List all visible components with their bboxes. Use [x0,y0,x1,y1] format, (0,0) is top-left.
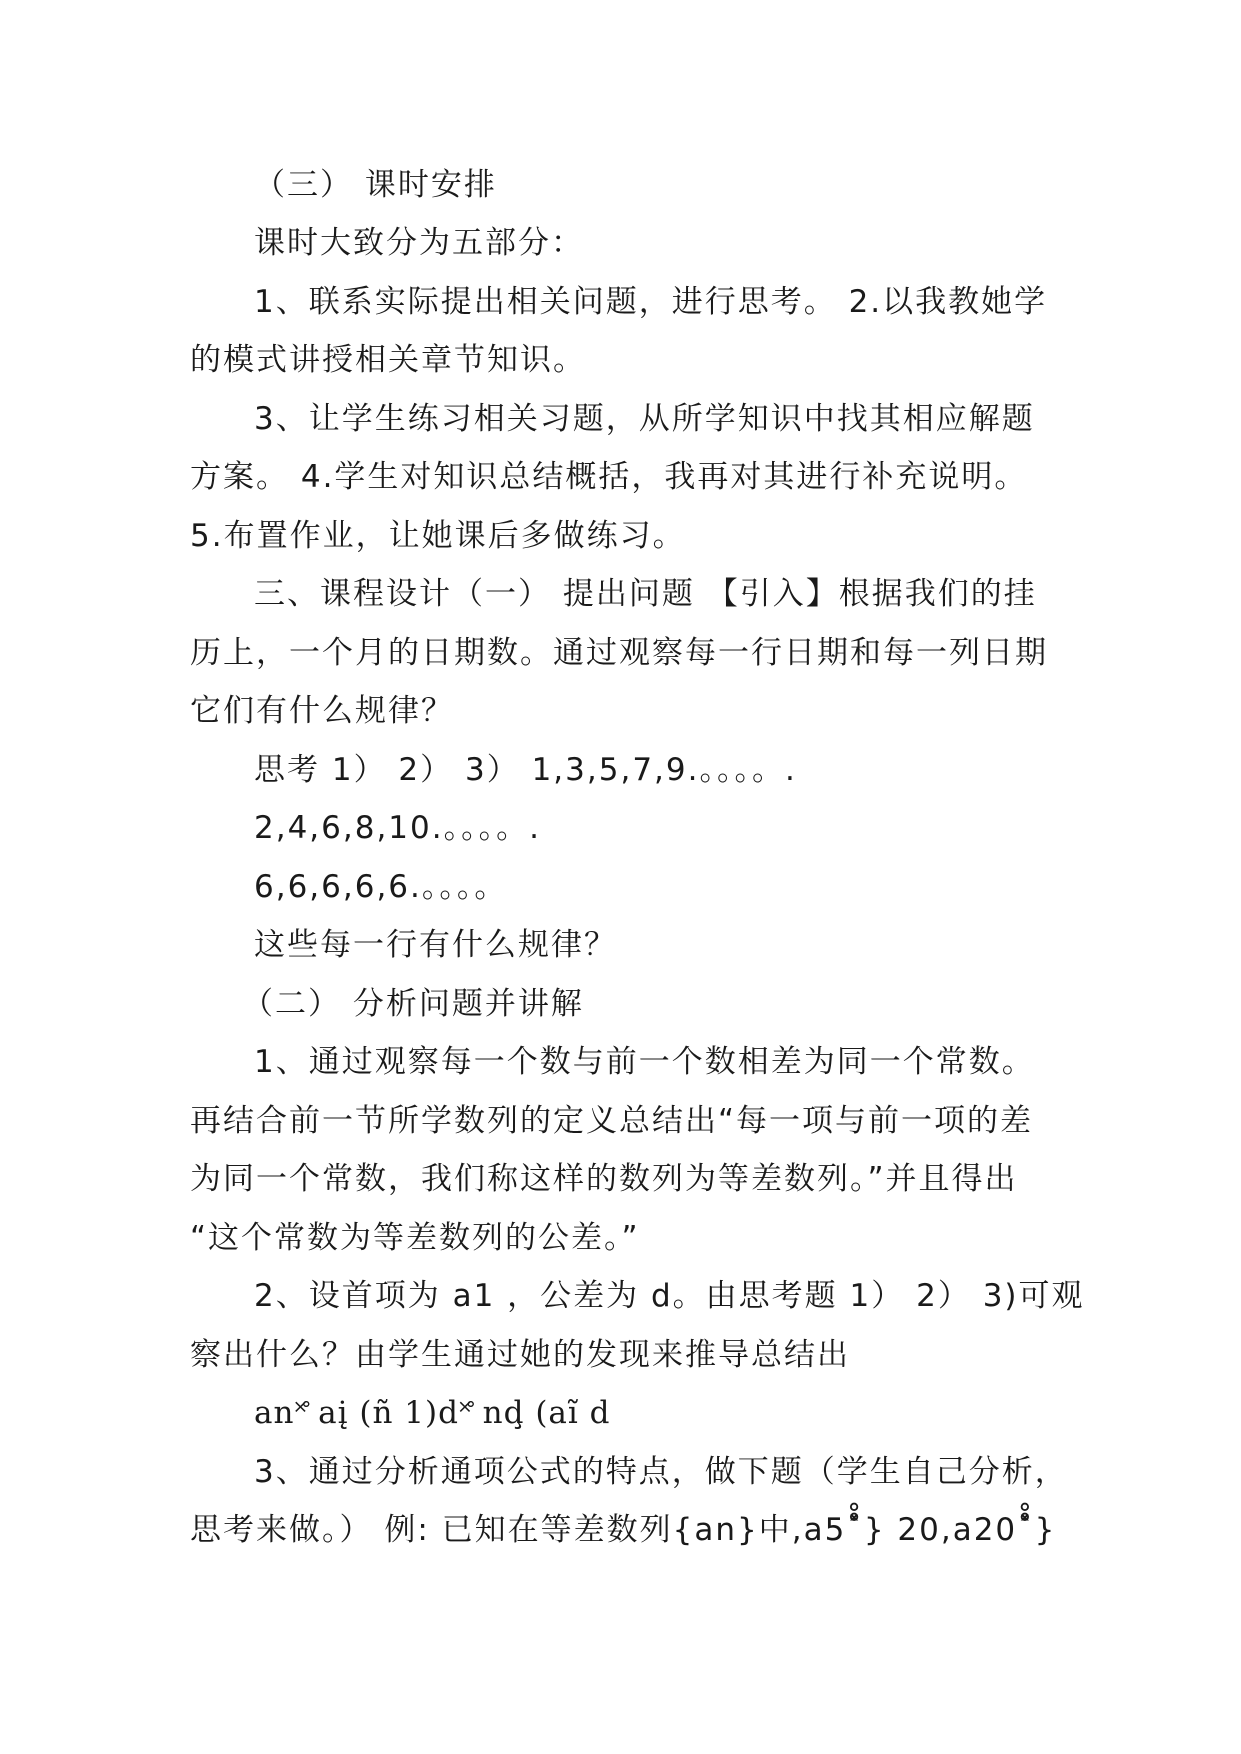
sequence-example: 2,4,6,8,10.。。。。. [254,810,541,846]
section-heading-course-design: 三、课程设计（一） 提出问题 【引入】根据我们的挂 [254,576,1037,612]
text-line: 3、通过分析通项公式的特点，做下题（学生自己分析， [254,1454,1068,1490]
text-line: 这些每一行有什么规律？ [254,927,617,963]
text-line: 它们有什么规律？ [190,693,454,729]
text-line: 历上，一个月的日期数。通过观察每一行日期和每一列日期 [190,635,1048,671]
text-line: 思考来做。） 例: 已知在等差数列{an}中,a5˟̊̊} 20,a20˟̊̊} [190,1512,1057,1548]
text-line: 课时大致分为五部分： [254,225,584,261]
section-heading-analysis: （二） 分析问题并讲解 [242,986,584,1022]
sequence-example: 思考 1） 2） 3） 1,3,5,7,9.。。。。. [254,752,797,788]
text-line: “这个常数为等差数列的公差。” [190,1220,640,1256]
formula-line: an˟̊̊ aį (ñ 1)d˟̊̊ nḑ (aĩ d [254,1395,611,1431]
text-line: 3、让学生练习相关习题，从所学知识中找其相应解题 [254,401,1035,437]
section-heading-schedule: （三） 课时安排 [254,167,497,203]
text-line: 1、通过观察每一个数与前一个数相差为同一个常数。 [254,1044,1035,1080]
text-line: 5.布置作业，让她课后多做练习。 [190,518,686,554]
text-line: 再结合前一节所学数列的定义总结出“每一项与前一项的差 [190,1103,1034,1139]
text-line: 为同一个常数，我们称这样的数列为等差数列。”并且得出 [190,1161,1018,1197]
text-line: 1、联系实际提出相关问题，进行思考。 2.以我教她学 [254,284,1048,320]
sequence-example: 6,6,6,6,6.。。。。 [254,869,508,905]
text-line: 的模式讲授相关章节知识。 [190,342,586,378]
text-line: 方案。 4.学生对知识总结概括，我再对其进行补充说明。 [190,459,1028,495]
text-line: 2、设首项为 a1 ，公差为 d。由思考题 1） 2） 3)可观 [254,1278,1085,1314]
text-line: 察出什么？由学生通过她的发现来推导总结出 [190,1337,850,1373]
